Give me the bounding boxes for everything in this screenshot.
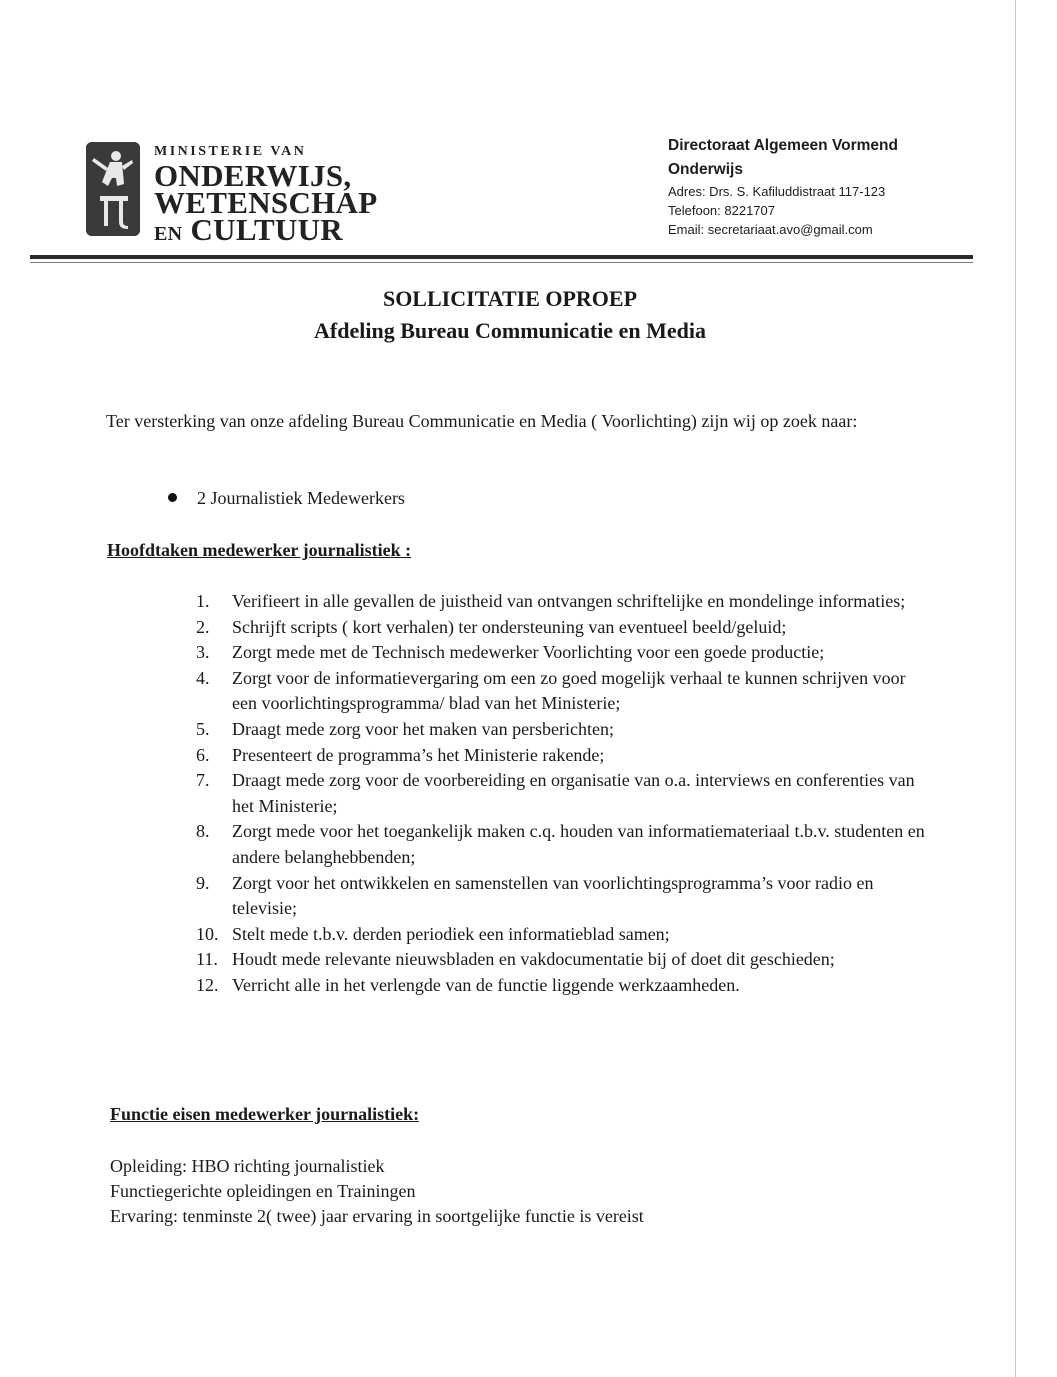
ministry-label-line2: WETENSCHAP [154,185,378,220]
ministry-label-line3 [154,212,343,248]
task-number: 6. [196,744,210,765]
document-subtitle: Afdeling Bureau Communicatie en Media [314,318,706,343]
task-number: 3. [196,642,210,663]
vacancy-bullet [168,488,405,509]
task-number: 10. [196,923,219,944]
task-text: Verifieert in alle gevallen de juistheid van ontvangen schriftelijke en mondelinge informaties; [232,591,906,611]
task-text: Zorgt voor de informatievergaring om een zo goed mogelijk verhaal te kunnen schrijven voor een voorlichtingsprogramma/ blad van het Ministerie; [232,667,906,714]
directorate-contact-block [668,134,898,239]
header-divider-thin [30,262,973,263]
task-number: 11. [196,949,218,970]
ministry-logo [86,140,416,247]
task-item [196,973,926,999]
ministry-label-en: EN [154,223,183,245]
task-number: 7. [196,770,210,791]
requirements-list [110,1154,644,1229]
intro-paragraph: Ter versterking van onze afdeling Bureau Communicatie en Media ( Voorlichting) zijn wij op zoek naar: [106,411,858,431]
ministry-emblem-icon [86,142,140,236]
task-number: 2. [196,616,210,637]
tasks-list [196,589,926,999]
task-number: 12. [196,974,219,995]
task-item [196,666,926,717]
requirement-experience: Ervaring: tenminste 2( twee) jaar ervaring in soortgelijke functie is vereist [110,1206,644,1226]
directorate-name-line2: Onderwijs [668,161,743,178]
task-item [196,819,926,870]
directorate-phone: Telefoon: 8221707 [668,203,775,218]
tasks-heading: Hoofdtaken medewerker journalistiek : [107,540,412,560]
ministry-label-small: MINISTERIE VAN [154,144,307,159]
task-item [196,640,926,666]
task-text: Presenteert de programma’s het Ministerie rakende; [232,744,605,765]
bullet-icon [168,493,177,502]
task-text: Schrijft scripts ( kort verhalen) ter ondersteuning van eventueel beeld/geluid; [232,616,787,637]
ministry-label-line1: ONDERWIJS, [154,158,352,193]
requirement-education: Opleiding: HBO richting journalistiek [110,1156,385,1176]
task-number: 8. [196,821,210,842]
task-text: Zorgt mede voor het toegankelijk maken c.q. houden van informatiemateriaal t.b.v. studenten en andere belanghebbenden; [232,821,925,867]
task-item [196,922,926,948]
task-item [196,717,926,743]
task-text: Draagt mede zorg voor het maken van persberichten; [232,718,615,739]
page-margin-line [1015,0,1016,1377]
task-item [196,768,926,819]
task-text: Verricht alle in het verlengde van de functie liggende werkzaamheden. [232,974,740,995]
directorate-name-line1: Directoraat Algemeen Vormend [668,137,898,154]
ministry-label-cultuur: CULTUUR [190,212,343,247]
task-text: Zorgt voor het ontwikkelen en samenstellen van voorlichtingsprogramma’s voor radio en televisie; [232,872,874,919]
directorate-email: Email: secretariaat.avo@gmail.com [668,222,873,237]
task-text: Houdt mede relevante nieuwsbladen en vakdocumentatie bij of doet dit geschieden; [232,949,835,970]
directorate-address: Adres: Drs. S. Kafiluddistraat 117-123 [668,184,886,199]
task-item [196,615,926,641]
task-text: Draagt mede zorg voor de voorbereiding en organisatie van o.a. interviews en conferenties van het Ministerie; [232,770,915,816]
task-number: 9. [196,872,210,893]
header-divider [30,255,973,259]
task-number: 4. [196,667,210,688]
task-item [196,947,926,973]
task-text: Zorgt mede met de Technisch medewerker Voorlichting voor een goede productie; [232,642,825,663]
task-number: 5. [196,718,210,739]
task-item [196,871,926,922]
requirement-training: Functiegerichte opleidingen en Trainingen [110,1181,416,1201]
task-number: 1. [196,591,210,611]
requirements-heading: Functie eisen medewerker journalistiek: [110,1104,420,1124]
document-title: SOLLICITATIE OPROEP [382,286,638,311]
task-text: Stelt mede t.b.v. derden periodiek een informatieblad samen; [232,923,670,944]
task-item [196,743,926,769]
task-item [196,589,926,615]
vacancy-text: 2 Journalistiek Medewerkers [197,488,405,508]
